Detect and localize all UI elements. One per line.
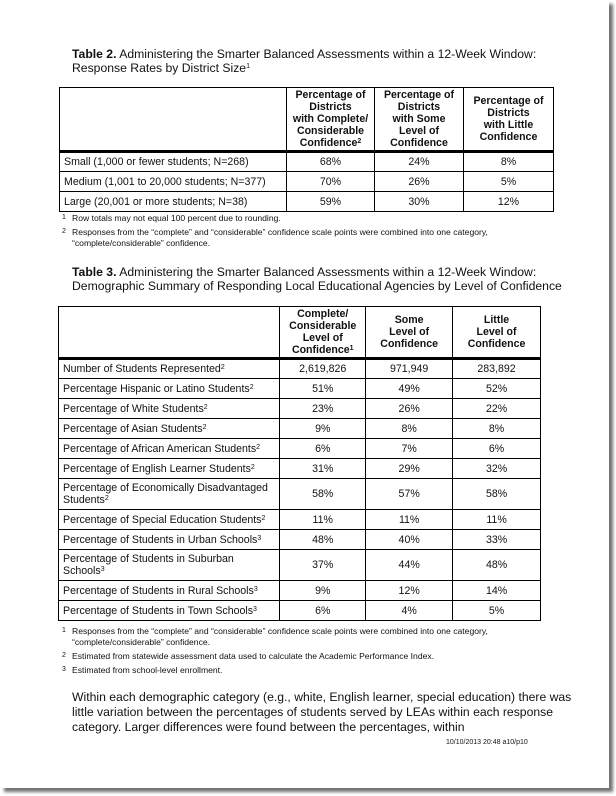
cell-value: 29%: [366, 459, 453, 479]
cell-value: 12%: [464, 192, 554, 212]
row-label: [59, 601, 280, 621]
footer-stamp: 10/10/2013 20:48 a10/p10: [446, 739, 528, 746]
table2-caption-line2: Response Rates by District Size: [72, 61, 247, 75]
table-row: [59, 530, 541, 550]
cell-value: 11%: [366, 510, 453, 530]
table3-footnotes: [60, 626, 540, 679]
cell-value: 11%: [453, 510, 541, 530]
table3-header-row: [59, 307, 541, 359]
row-label-text: Percentage of White Students: [63, 402, 204, 415]
footnote-ref: 1: [246, 63, 250, 70]
cell-value: 9%: [280, 581, 366, 601]
row-label: [59, 359, 280, 379]
row-label-text: Number of Students Represented: [63, 363, 221, 375]
cell-value: 6%: [453, 439, 541, 459]
table2-caption-label: Table 2.: [72, 47, 117, 61]
footnote-mark: 2: [62, 228, 66, 235]
cell-value: 68%: [287, 152, 375, 172]
table-row: [60, 152, 554, 172]
row-label: [59, 581, 280, 601]
row-label: [59, 439, 280, 459]
footnote: [60, 651, 540, 662]
cell-value: 6%: [280, 439, 366, 459]
header-line: with Complete/: [292, 113, 369, 125]
table-row: [60, 172, 554, 192]
table-row: [60, 192, 554, 212]
cell-value: 26%: [366, 399, 453, 419]
row-label-text: Percentage of Students in Suburban Schools: [63, 553, 234, 577]
cell-value: 283,892: [453, 359, 541, 379]
table-row: [59, 510, 541, 530]
table-row: [59, 459, 541, 479]
footnote-ref: 2: [220, 364, 225, 371]
table3-header-complete: [280, 307, 366, 359]
row-label: [59, 510, 280, 530]
row-label-text: Percentage Hispanic or Latino Students: [63, 382, 250, 395]
row-label-text: Percentage of English Learner Students: [63, 462, 251, 475]
table-row: [59, 601, 541, 621]
cell-value: 11%: [280, 510, 366, 530]
table-row: [59, 581, 541, 601]
row-label: [59, 379, 280, 399]
footnote-text: Estimated from statewide assessment data used to calculate the Academic Performance Index.: [72, 651, 435, 661]
table-row: [59, 399, 541, 419]
header-line: Considerable: [289, 320, 357, 332]
table2-caption: [72, 47, 572, 75]
footnote-ref: 2: [261, 514, 266, 522]
footnote: [60, 665, 540, 676]
header-line: Percentage of: [295, 89, 366, 101]
header-line: with Little: [483, 118, 534, 131]
header-line: Confidence$^2$: [299, 137, 362, 149]
table3-header-some: [366, 307, 453, 359]
header-line: Percentage of: [473, 94, 544, 107]
table2-caption-line1: Administering the Smarter Balanced Assessments within a 12-Week Window:: [119, 47, 537, 61]
header-line: Level of: [389, 325, 430, 338]
cell-value: 33%: [453, 530, 541, 550]
cell-value: 59%: [287, 192, 375, 212]
footnote-ref: 3: [100, 566, 105, 573]
table-row: [59, 550, 541, 581]
cell-value: 8%: [453, 419, 541, 439]
cell-value: 4%: [366, 601, 453, 621]
body-paragraph: Within each demographic category (e.g., white, English learner, special education) there was little variation between the percentages of students served by LEAs within each response category. Larger differences were found between the percentages, within: [72, 690, 572, 734]
table2-header-empty: [60, 88, 287, 152]
table2-footnotes: [60, 213, 540, 252]
header-line: Level of: [302, 332, 343, 344]
footnote-mark: 1: [62, 627, 66, 634]
footnote: [60, 227, 540, 249]
footnote-text: Row totals may not equal 100 percent due to rounding.: [72, 213, 281, 223]
cell-value: 30%: [375, 192, 464, 212]
row-label-text: Percentage of Special Education Students: [63, 513, 262, 526]
header-line: Percentage of: [383, 89, 455, 101]
cell-value: 6%: [280, 601, 366, 621]
footnote-ref: 2: [256, 443, 261, 451]
header-line: Districts: [309, 101, 352, 113]
cell-value: 32%: [453, 459, 541, 479]
cell-value: 40%: [366, 530, 453, 550]
header-line: Districts: [397, 101, 441, 113]
header-line: Confidence: [467, 337, 526, 350]
row-label: [59, 399, 280, 419]
footnote-text: Responses from the “complete” and “considerable” confidence scale points were combined into one category, “complete/considerable” confidence.: [72, 626, 488, 647]
table3-caption-label: Table 3.: [72, 265, 117, 279]
table-row: [59, 419, 541, 439]
table3-header-empty: [59, 307, 280, 359]
row-label: [59, 530, 280, 550]
cell-value: 23%: [280, 399, 366, 419]
row-label: [59, 419, 280, 439]
table2-header-complete: [287, 88, 375, 152]
cell-value: 31%: [280, 459, 366, 479]
footnote-ref: 3: [257, 534, 262, 542]
header-line: Considerable: [296, 125, 365, 137]
table2-header-row: [60, 88, 554, 152]
cell-value: 49%: [366, 379, 453, 399]
footnote-mark: 2: [62, 652, 66, 659]
cell-value: 5%: [453, 601, 541, 621]
header-line: with Some: [392, 113, 446, 125]
footnote-mark: 3: [62, 666, 66, 673]
cell-value: 7%: [366, 439, 453, 459]
footnote-ref: 1: [349, 345, 354, 352]
footnote-mark: 1: [62, 214, 66, 221]
cell-value: 9%: [280, 419, 366, 439]
row-label: [59, 550, 280, 581]
cell-value: 48%: [280, 530, 366, 550]
row-label: [59, 479, 280, 510]
table-row: [59, 359, 541, 379]
table3-caption: [72, 265, 592, 293]
cell-value: 26%: [375, 172, 464, 192]
cell-value: 57%: [366, 479, 453, 510]
cell-value: 70%: [287, 172, 375, 192]
header-line: Some: [394, 313, 424, 326]
cell-value: 51%: [280, 379, 366, 399]
cell-value: 5%: [464, 172, 554, 192]
row-label: [59, 459, 280, 479]
cell-value: 14%: [453, 581, 541, 601]
footnote-ref: 3: [253, 585, 258, 593]
table2-header-some: [375, 88, 464, 152]
row-label-text: Percentage of African American Students: [63, 442, 257, 455]
row-label-text: Percentage of Students in Urban Schools: [63, 533, 258, 546]
cell-value: 8%: [366, 419, 453, 439]
row-label-text: Percentage of Economically Disadvantaged Students: [63, 482, 268, 506]
header-line: Complete/: [297, 308, 349, 320]
header-line: Confidence$^1$: [291, 344, 354, 356]
header-line: Little: [483, 313, 510, 326]
header-line: Confidence: [479, 130, 538, 143]
footnote-text: Estimated from school-level enrollment.: [72, 665, 223, 675]
cell-value: 971,949: [366, 359, 453, 379]
footnote-text: Responses from the “complete” and “considerable” confidence scale points were combined into one category, “complete/considerable” confidence.: [72, 227, 488, 248]
footnote-ref: 2: [203, 403, 208, 411]
cell-value: 24%: [375, 152, 464, 172]
row-label-text: Percentage of Students in Rural Schools: [63, 584, 254, 597]
header-line: Level of: [476, 325, 517, 338]
cell-value: 12%: [366, 581, 453, 601]
cell-value: 22%: [453, 399, 541, 419]
table3-body: [59, 359, 541, 621]
table3-header-little: [453, 307, 541, 359]
cell-value: 52%: [453, 379, 541, 399]
footnote-ref: 3: [253, 605, 257, 613]
cell-value: 2,619,826: [280, 359, 366, 379]
table3-caption-line1: Administering the Smarter Balanced Assessments within a 12-Week Window:: [119, 265, 537, 279]
cell-value: 37%: [280, 550, 366, 581]
table-row: [59, 439, 541, 459]
footnote-ref: 2: [104, 495, 109, 502]
table2-district-size: [59, 87, 554, 212]
header-line: Level of: [398, 125, 440, 137]
footnote-ref: 2: [250, 463, 255, 471]
row-label: Small (1,000 or fewer students; N=268): [60, 152, 287, 172]
footnote-ref: 2: [249, 383, 254, 391]
table2-header-little: [464, 88, 554, 152]
cell-value: 48%: [453, 550, 541, 581]
footnote-ref: 2: [202, 423, 207, 431]
header-line: Districts: [487, 106, 530, 119]
row-label: Large (20,001 or more students; N=38): [60, 192, 287, 212]
table3-caption-line2: Demographic Summary of Responding Local Educational Agencies by Level of Confidence: [72, 279, 562, 293]
row-label-text: Percentage of Asian Students: [63, 422, 203, 435]
cell-value: 58%: [453, 479, 541, 510]
cell-value: 58%: [280, 479, 366, 510]
header-line: Confidence: [390, 137, 448, 149]
header-line: Confidence: [380, 337, 438, 350]
table-row: [59, 379, 541, 399]
cell-value: 8%: [464, 152, 554, 172]
cell-value: 44%: [366, 550, 453, 581]
footnote: [60, 626, 540, 648]
table-row: [59, 479, 541, 510]
row-label-text: Percentage of Students in Town Schools: [63, 604, 254, 617]
row-label: Medium (1,001 to 20,000 students; N=377): [60, 172, 287, 192]
footnote-ref: 2: [357, 138, 362, 145]
footnote: [60, 213, 540, 224]
table3-demographic-summary: [58, 306, 541, 621]
